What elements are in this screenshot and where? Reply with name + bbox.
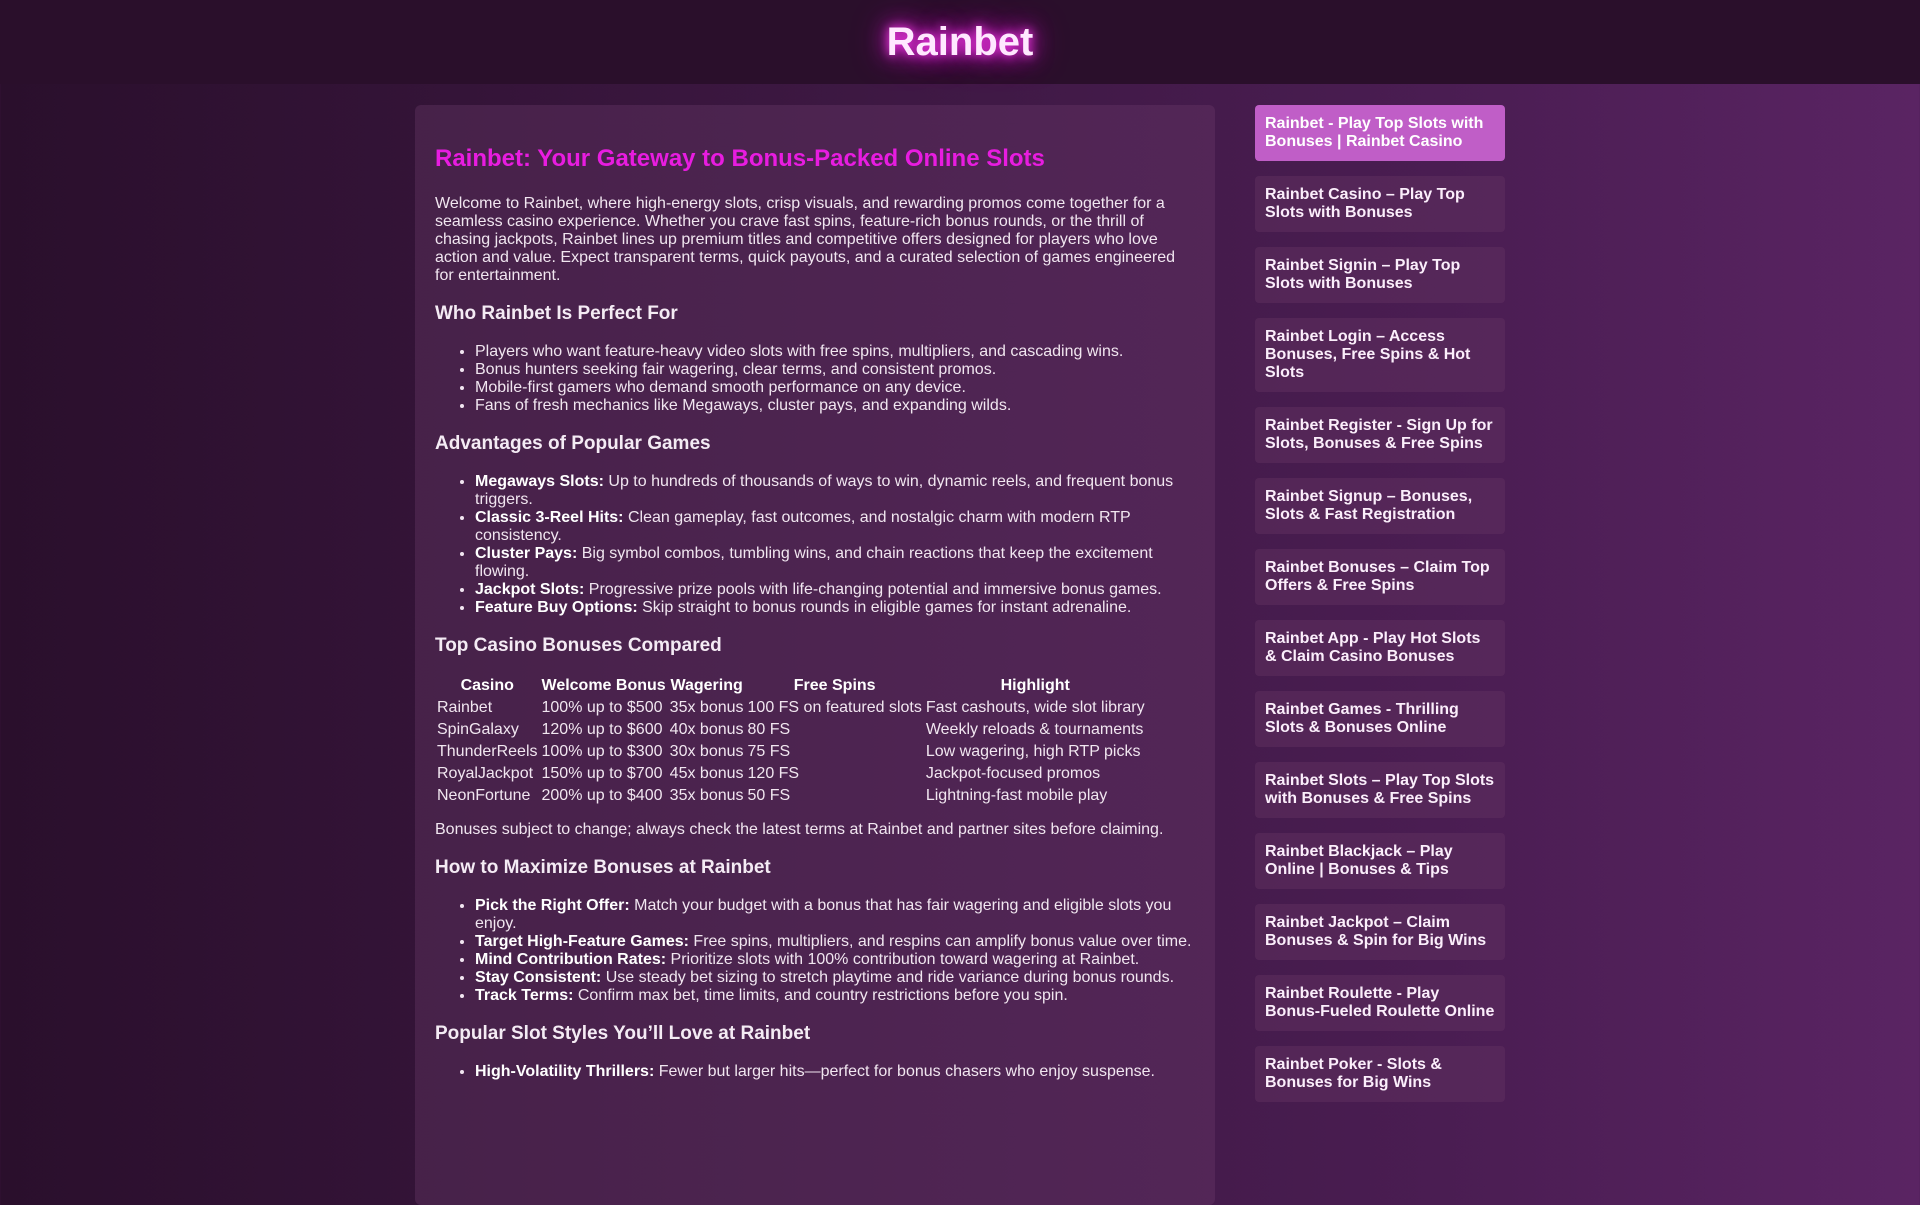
bonus-comparison-table — [435, 675, 1147, 807]
sidebar-item-home[interactable]: Rainbet - Play Top Slots with Bonuses | Rainbet Casino — [1255, 105, 1505, 161]
site-logo[interactable]: Rainbet — [886, 19, 1034, 64]
advantages-list — [435, 473, 1195, 617]
table-cell: 100% up to $500 — [541, 699, 663, 716]
section-heading-advantages: Advantages of Popular Games — [435, 433, 711, 454]
table-cell: Fast cashouts, wide slot library — [925, 699, 1145, 716]
column-header: Casino — [460, 677, 514, 694]
column-header: Free Spins — [793, 677, 876, 694]
site-header — [0, 0, 1920, 84]
list-item-text: Use steady bet sizing to stretch playtime and ride variance during bonus rounds. — [601, 969, 1175, 986]
table-cell: 100 FS on featured slots — [747, 699, 922, 716]
list-item: • Mobile-first gamers who demand smooth performance on any device. — [475, 379, 1195, 397]
table-row — [435, 697, 1147, 719]
list-item-term: Mind Contribution Rates: — [475, 951, 667, 968]
list-item-text: Fewer but larger hits—perfect for bonus chasers who enjoy suspense. — [654, 1063, 1155, 1080]
list-item — [475, 987, 1195, 1005]
article-intro: Welcome to Rainbet, where high-energy slots, crisp visuals, and rewarding promos come together for a seamless casino experience. Whether you crave fast spins, feature-rich bonus rounds, or the thrill of chasing jackpots, Rainbet lines up premium titles and competitive offers designed for players who love action and value. Expect transparent terms, quick payouts, and a curated selection of games engineered for entertainment. — [435, 195, 1175, 284]
sidebar-item-blackjack[interactable]: Rainbet Blackjack – Play Online | Bonuses & Tips — [1255, 833, 1505, 889]
list-item: • Bonus hunters seeking fair wagering, clear terms, and consistent promos. — [475, 361, 1195, 379]
sidebar-item-signin[interactable]: Rainbet Signin – Play Top Slots with Bonuses — [1255, 247, 1505, 303]
table-cell: 50 FS — [747, 787, 791, 804]
section-heading-maximize: How to Maximize Bonuses at Rainbet — [435, 857, 771, 878]
table-row — [435, 741, 1147, 763]
list-item-text: Progressive prize pools with life-changing potential and immersive bonus games. — [584, 581, 1162, 598]
table-cell: 150% up to $700 — [541, 765, 663, 782]
sidebar-item-jackpot[interactable]: Rainbet Jackpot – Claim Bonuses & Spin for Big Wins — [1255, 904, 1505, 960]
list-item-term: Jackpot Slots: — [475, 581, 585, 598]
list-item-term: Feature Buy Options: — [475, 599, 638, 616]
table-cell: Rainbet — [437, 699, 493, 716]
table-header-row — [435, 675, 1147, 697]
list-item — [475, 951, 1195, 969]
list-item-text: Big symbol combos, tumbling wins, and chain reactions that keep the excitement flowing. — [475, 545, 1153, 580]
list-item-term: High-Volatility Thrillers: — [475, 1063, 655, 1080]
table-cell: NeonFortune — [437, 787, 531, 804]
list-item-text: Confirm max bet, time limits, and country restrictions before you spin. — [573, 987, 1068, 1004]
article-title: Rainbet: Your Gateway to Bonus-Packed Online Slots — [435, 145, 1045, 172]
table-cell: 75 FS — [747, 743, 791, 760]
section-heading-styles: Popular Slot Styles You’ll Love at Rainbet — [435, 1023, 811, 1044]
table-cell: 35x bonus — [669, 699, 744, 716]
section-heading-who: Who Rainbet Is Perfect For — [435, 303, 678, 324]
list-item-text: Match your budget with a bonus that has fair wagering and eligible slots you enjoy. — [475, 897, 1172, 932]
list-item-text: Prioritize slots with 100% contribution toward wagering at Rainbet. — [666, 951, 1140, 968]
maximize-list — [435, 897, 1195, 1005]
sidebar-item-app[interactable]: Rainbet App - Play Hot Slots & Claim Casino Bonuses — [1255, 620, 1505, 676]
list-item-text: Skip straight to bonus rounds in eligible games for instant adrenaline. — [637, 599, 1132, 616]
bonus-note: Bonuses subject to change; always check the latest terms at Rainbet and partner sites before claiming. — [435, 821, 1164, 838]
sidebar-nav — [1255, 105, 1505, 1117]
sidebar-item-poker[interactable]: Rainbet Poker - Slots & Bonuses for Big Wins — [1255, 1046, 1505, 1102]
table-row — [435, 785, 1147, 807]
table-cell: Weekly reloads & tournaments — [925, 721, 1144, 738]
table-cell: 40x bonus — [669, 721, 744, 738]
sidebar-item-bonuses[interactable]: Rainbet Bonuses – Claim Top Offers & Free Spins — [1255, 549, 1505, 605]
list-item-term: Stay Consistent: — [475, 969, 602, 986]
article-panel — [415, 105, 1215, 1205]
sidebar-item-register[interactable]: Rainbet Register - Sign Up for Slots, Bonuses & Free Spins — [1255, 407, 1505, 463]
list-item — [475, 581, 1195, 599]
list-item — [475, 473, 1195, 509]
list-item: • Fans of fresh mechanics like Megaways, cluster pays, and expanding wilds. — [475, 397, 1195, 415]
sidebar-item-slots[interactable]: Rainbet Slots – Play Top Slots with Bonuses & Free Spins — [1255, 762, 1505, 818]
table-cell: RoyalJackpot — [437, 765, 534, 782]
table-cell: 120% up to $600 — [541, 721, 663, 738]
styles-list — [435, 1063, 1195, 1081]
table-cell: ThunderReels — [437, 743, 538, 760]
sidebar-item-games[interactable]: Rainbet Games - Thrilling Slots & Bonuses Online — [1255, 691, 1505, 747]
table-cell: Jackpot-focused promos — [925, 765, 1101, 782]
table-cell: 100% up to $300 — [541, 743, 663, 760]
list-item-term: Target High-Feature Games: — [475, 933, 689, 950]
list-item: • Players who want feature-heavy video slots with free spins, multipliers, and cascading wins. — [475, 343, 1195, 361]
column-header: Highlight — [1000, 677, 1070, 694]
sidebar-item-roulette[interactable]: Rainbet Roulette - Play Bonus-Fueled Roulette Online — [1255, 975, 1505, 1031]
list-item-term: Megaways Slots: — [475, 473, 604, 490]
table-cell: Lightning-fast mobile play — [925, 787, 1108, 804]
column-header: Wagering — [670, 677, 743, 694]
table-row — [435, 719, 1147, 741]
list-item — [475, 509, 1195, 545]
list-item-term: Classic 3-Reel Hits: — [475, 509, 624, 526]
table-cell: SpinGalaxy — [437, 721, 519, 738]
list-item-text: Free spins, multipliers, and respins can amplify bonus value over time. — [688, 933, 1192, 950]
list-item — [475, 545, 1195, 581]
table-row — [435, 763, 1147, 785]
sidebar-item-signup[interactable]: Rainbet Signup – Bonuses, Slots & Fast Registration — [1255, 478, 1505, 534]
list-item-text: Up to hundreds of thousands of ways to win, dynamic reels, and frequent bonus triggers. — [475, 473, 1174, 508]
sidebar-item-casino[interactable]: Rainbet Casino – Play Top Slots with Bonuses — [1255, 176, 1505, 232]
column-header: Welcome Bonus — [541, 677, 666, 694]
table-cell: 200% up to $400 — [541, 787, 663, 804]
list-item — [475, 897, 1195, 933]
list-item — [475, 969, 1195, 987]
table-cell: 120 FS — [747, 765, 800, 782]
table-cell: 80 FS — [747, 721, 791, 738]
table-cell: 35x bonus — [669, 787, 744, 804]
section-heading-bonuses: Top Casino Bonuses Compared — [435, 635, 722, 656]
table-cell: Low wagering, high RTP picks — [925, 743, 1141, 760]
list-item-text: Clean gameplay, fast outcomes, and nostalgic charm with modern RTP consistency. — [475, 509, 1131, 544]
who-list — [435, 343, 1195, 415]
list-item-term: Cluster Pays: — [475, 545, 578, 562]
list-item-term: Pick the Right Offer: — [475, 897, 630, 914]
list-item-term: Track Terms: — [475, 987, 574, 1004]
sidebar-item-login[interactable]: Rainbet Login – Access Bonuses, Free Spins & Hot Slots — [1255, 318, 1505, 392]
list-item — [475, 599, 1195, 617]
list-item — [475, 933, 1195, 951]
table-cell: 30x bonus — [669, 743, 744, 760]
list-item — [475, 1063, 1195, 1081]
table-cell: 45x bonus — [669, 765, 744, 782]
